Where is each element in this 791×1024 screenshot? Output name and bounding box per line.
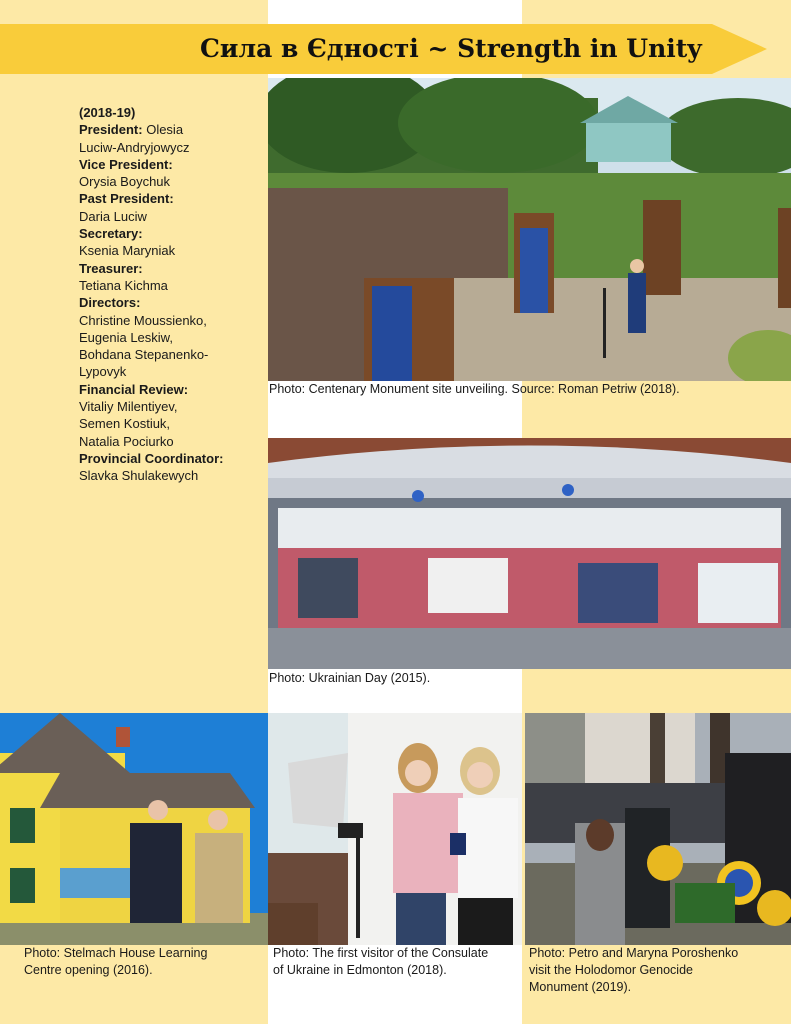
- monument-caption: Photo: Centenary Monument site unveiling. Source: Roman Petriw (2018).: [269, 382, 680, 396]
- stelmach-caption: Photo: Stelmach House Learning Centre opening (2016).: [24, 946, 208, 977]
- board-role-label: Vice President:: [79, 156, 173, 172]
- holodomor-caption: Photo: Petro and Maryna Poroshenko visit the Holodomor Genocide Monument (2019).: [529, 946, 739, 994]
- board-role-label: President:: [79, 122, 143, 138]
- board-member-name: Olesia: [146, 122, 184, 138]
- board-member-name: Ksenia Maryniak: [79, 243, 176, 259]
- page-title: Сила в Єдності ~ Strength in Unity: [200, 34, 702, 63]
- board-member-name: Luciw-Andryjowycz: [79, 139, 190, 155]
- board-member-name: Eugenia Leskiw,: [79, 329, 173, 345]
- monument-unveiling-photo: [268, 78, 791, 381]
- board-role-label: Secretary:: [79, 226, 143, 242]
- stelmach-house-photo: [0, 713, 268, 945]
- board-member-name: Tetiana Kichma: [79, 277, 168, 293]
- board-member-name: Daria Luciw: [79, 208, 147, 224]
- board-role-entry: [79, 190, 264, 225]
- banner-arrow-tip: [712, 24, 767, 74]
- board-member-name: Natalia Pociurko: [79, 433, 174, 449]
- board-role-entry: [79, 260, 264, 295]
- holodomor-monument-photo: [525, 713, 791, 945]
- board-year: (2018-19): [79, 105, 136, 120]
- board-role-label: Treasurer:: [79, 260, 143, 276]
- board-member-name: Lypovyk: [79, 364, 127, 380]
- board-member-name: Slavka Shulakewych: [79, 468, 199, 484]
- board-role-label: Past President:: [79, 191, 174, 207]
- ukrainian-day-photo: [268, 438, 791, 669]
- board-list: [79, 104, 264, 485]
- board-role-entry: [79, 225, 264, 260]
- consulate-visitor-photo: [268, 713, 522, 945]
- board-role-entry: [79, 294, 264, 380]
- consulate-caption: Photo: The first visitor of the Consulate of Ukraine in Edmonton (2018).: [273, 946, 489, 977]
- board-role-label: Provincial Coordinator:: [79, 450, 224, 466]
- board-role-entry: [79, 121, 264, 156]
- board-role-label: Financial Review:: [79, 381, 189, 397]
- board-member-name: Bohdana Stepanenko-: [79, 347, 209, 363]
- board-member-name: Christine Moussienko,: [79, 312, 207, 328]
- board-member-name: Vitaliy Milentiyev,: [79, 399, 178, 415]
- board-role-entry: [79, 450, 264, 485]
- board-member-name: Semen Kostiuk,: [79, 416, 171, 432]
- board-role-label: Directors:: [79, 295, 141, 311]
- board-role-entry: [79, 156, 264, 191]
- ukrainian-day-caption: Photo: Ukrainian Day (2015).: [269, 671, 431, 685]
- board-role-entry: [79, 381, 264, 450]
- board-roles: [79, 121, 264, 484]
- board-member-name: Orysia Boychuk: [79, 174, 171, 190]
